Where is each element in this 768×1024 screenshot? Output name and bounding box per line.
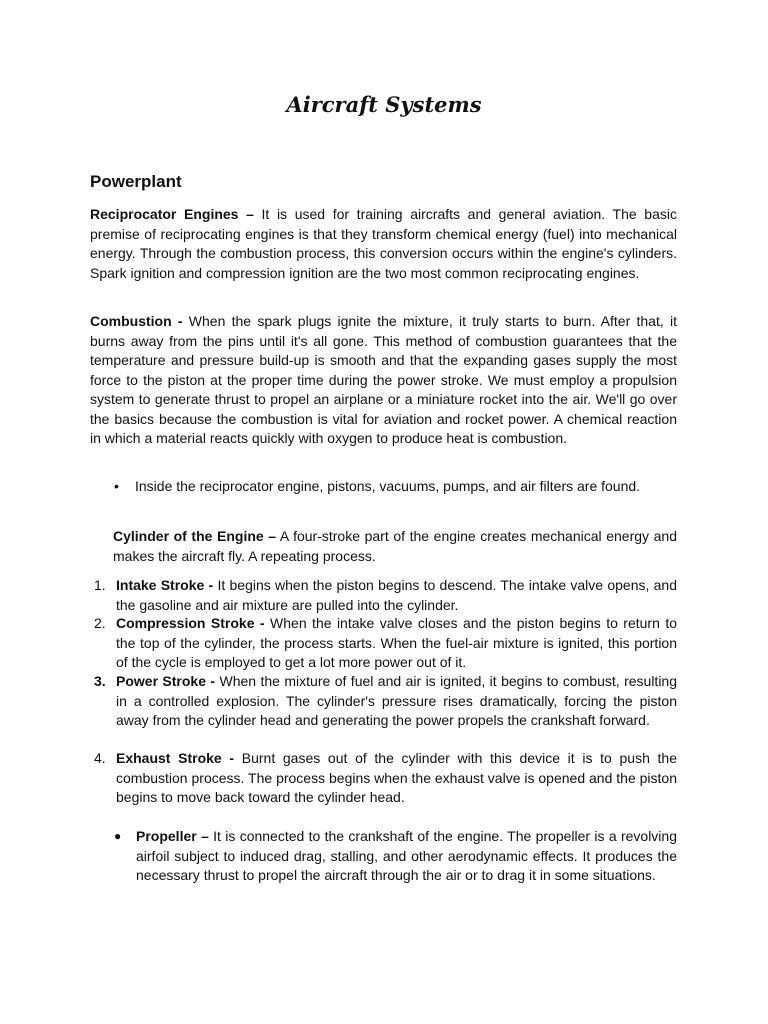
list-number: 1.: [94, 577, 106, 593]
text-combustion: When the spark plugs ignite the mixture, it truly starts to burn. After that, it burns away from the pins until it's all gone. This method of combustion guarantees that the temperature and pressure build-up is smooth and that the expanding gases supply the most force to the piston at the proper time during the power stroke. We must employ a propulsion system to generate thrust to propel an airplane or a miniature rocket into the air. We'll go over the basics because the combustion is vital for aviation and rocket power. A chemical reaction in which a material reacts quickly with oxygen to produce heat is combustion.: [90, 313, 677, 446]
stroke-description: Burnt gases out of the cylinder with this device it is to push the combustion process. The process begins when the exhaust valve is opened and the piston begins to move back toward the cylinder head.: [116, 750, 677, 805]
term-reciprocator-engines: Reciprocator Engines –: [90, 206, 254, 222]
list-number: 3.: [94, 673, 106, 689]
stroke-description: When the mixture of fuel and air is ignited, it begins to combust, resulting in a controlled explosion. The cylinder's pressure rises dramatically, forcing the piston away from the cylinder head and generating the power propels the crankshaft forward.: [116, 673, 677, 728]
stroke-description: When the intake valve closes and the piston begins to return to the top of the cylinder, the process starts. When the fuel-air mixture is ignited, this portion of the cycle is employed to get a lot more power out of it.: [116, 615, 678, 670]
bullet-dot-icon: •: [114, 478, 119, 494]
text-reciprocator-engines: It is used for training aircrafts and general aviation. The basic premise of reciprocating engines is that they transform chemical energy (fuel) into mechanical energy. Through the combustion process, this conversion occurs within the engine's cylinders. Spark ignition and compression ignition are the two most common reciprocating engines.: [90, 206, 677, 281]
stroke-term: Power Stroke -: [116, 673, 216, 689]
term-combustion: Combustion -: [90, 313, 183, 329]
stroke-text: [116, 749, 677, 808]
bullet-item-propeller: [114, 827, 677, 907]
bullet-text-propeller: [136, 827, 677, 886]
section-heading-powerplant: Powerplant: [90, 172, 182, 191]
paragraph-cylinder-of-engine: [113, 527, 677, 566]
stroke-text: [116, 576, 677, 615]
paragraph-reciprocator-engines: [90, 205, 677, 283]
bullet-item-inside-engine: [114, 477, 677, 517]
term-propeller: Propeller –: [136, 828, 209, 844]
document-title: Aircraft Systems: [286, 92, 482, 117]
bullet-dot-icon: ●: [114, 829, 122, 843]
text-propeller: It is connected to the crankshaft of the engine. The propeller is a revolving airfoil subject to induced drag, stalling, and other aerodynamic effects. It produces the necessary thrust to propel the aircraft through the air or to drag it in some situations.: [136, 828, 677, 883]
stroke-term: Exhaust Stroke -: [116, 750, 235, 766]
stroke-text: [116, 672, 677, 731]
paragraph-combustion: [90, 312, 677, 449]
stroke-text: [116, 614, 677, 673]
list-number: 4.: [94, 750, 106, 766]
text-cylinder-of-engine: A four-stroke part of the engine creates mechanical energy and makes the aircraft fly. A repeating process.: [113, 528, 677, 564]
term-cylinder-of-engine: Cylinder of the Engine –: [113, 528, 277, 544]
stroke-term: Compression Stroke -: [116, 615, 265, 631]
stroke-description: It begins when the piston begins to descend. The intake valve opens, and the gasoline and air mixture are pulled into the cylinder.: [116, 577, 677, 613]
list-number: 2.: [94, 615, 106, 631]
bullet-text-inside-engine: Inside the reciprocator engine, pistons, vacuums, pumps, and air filters are found.: [135, 478, 641, 494]
stroke-term: Intake Stroke -: [116, 577, 214, 593]
